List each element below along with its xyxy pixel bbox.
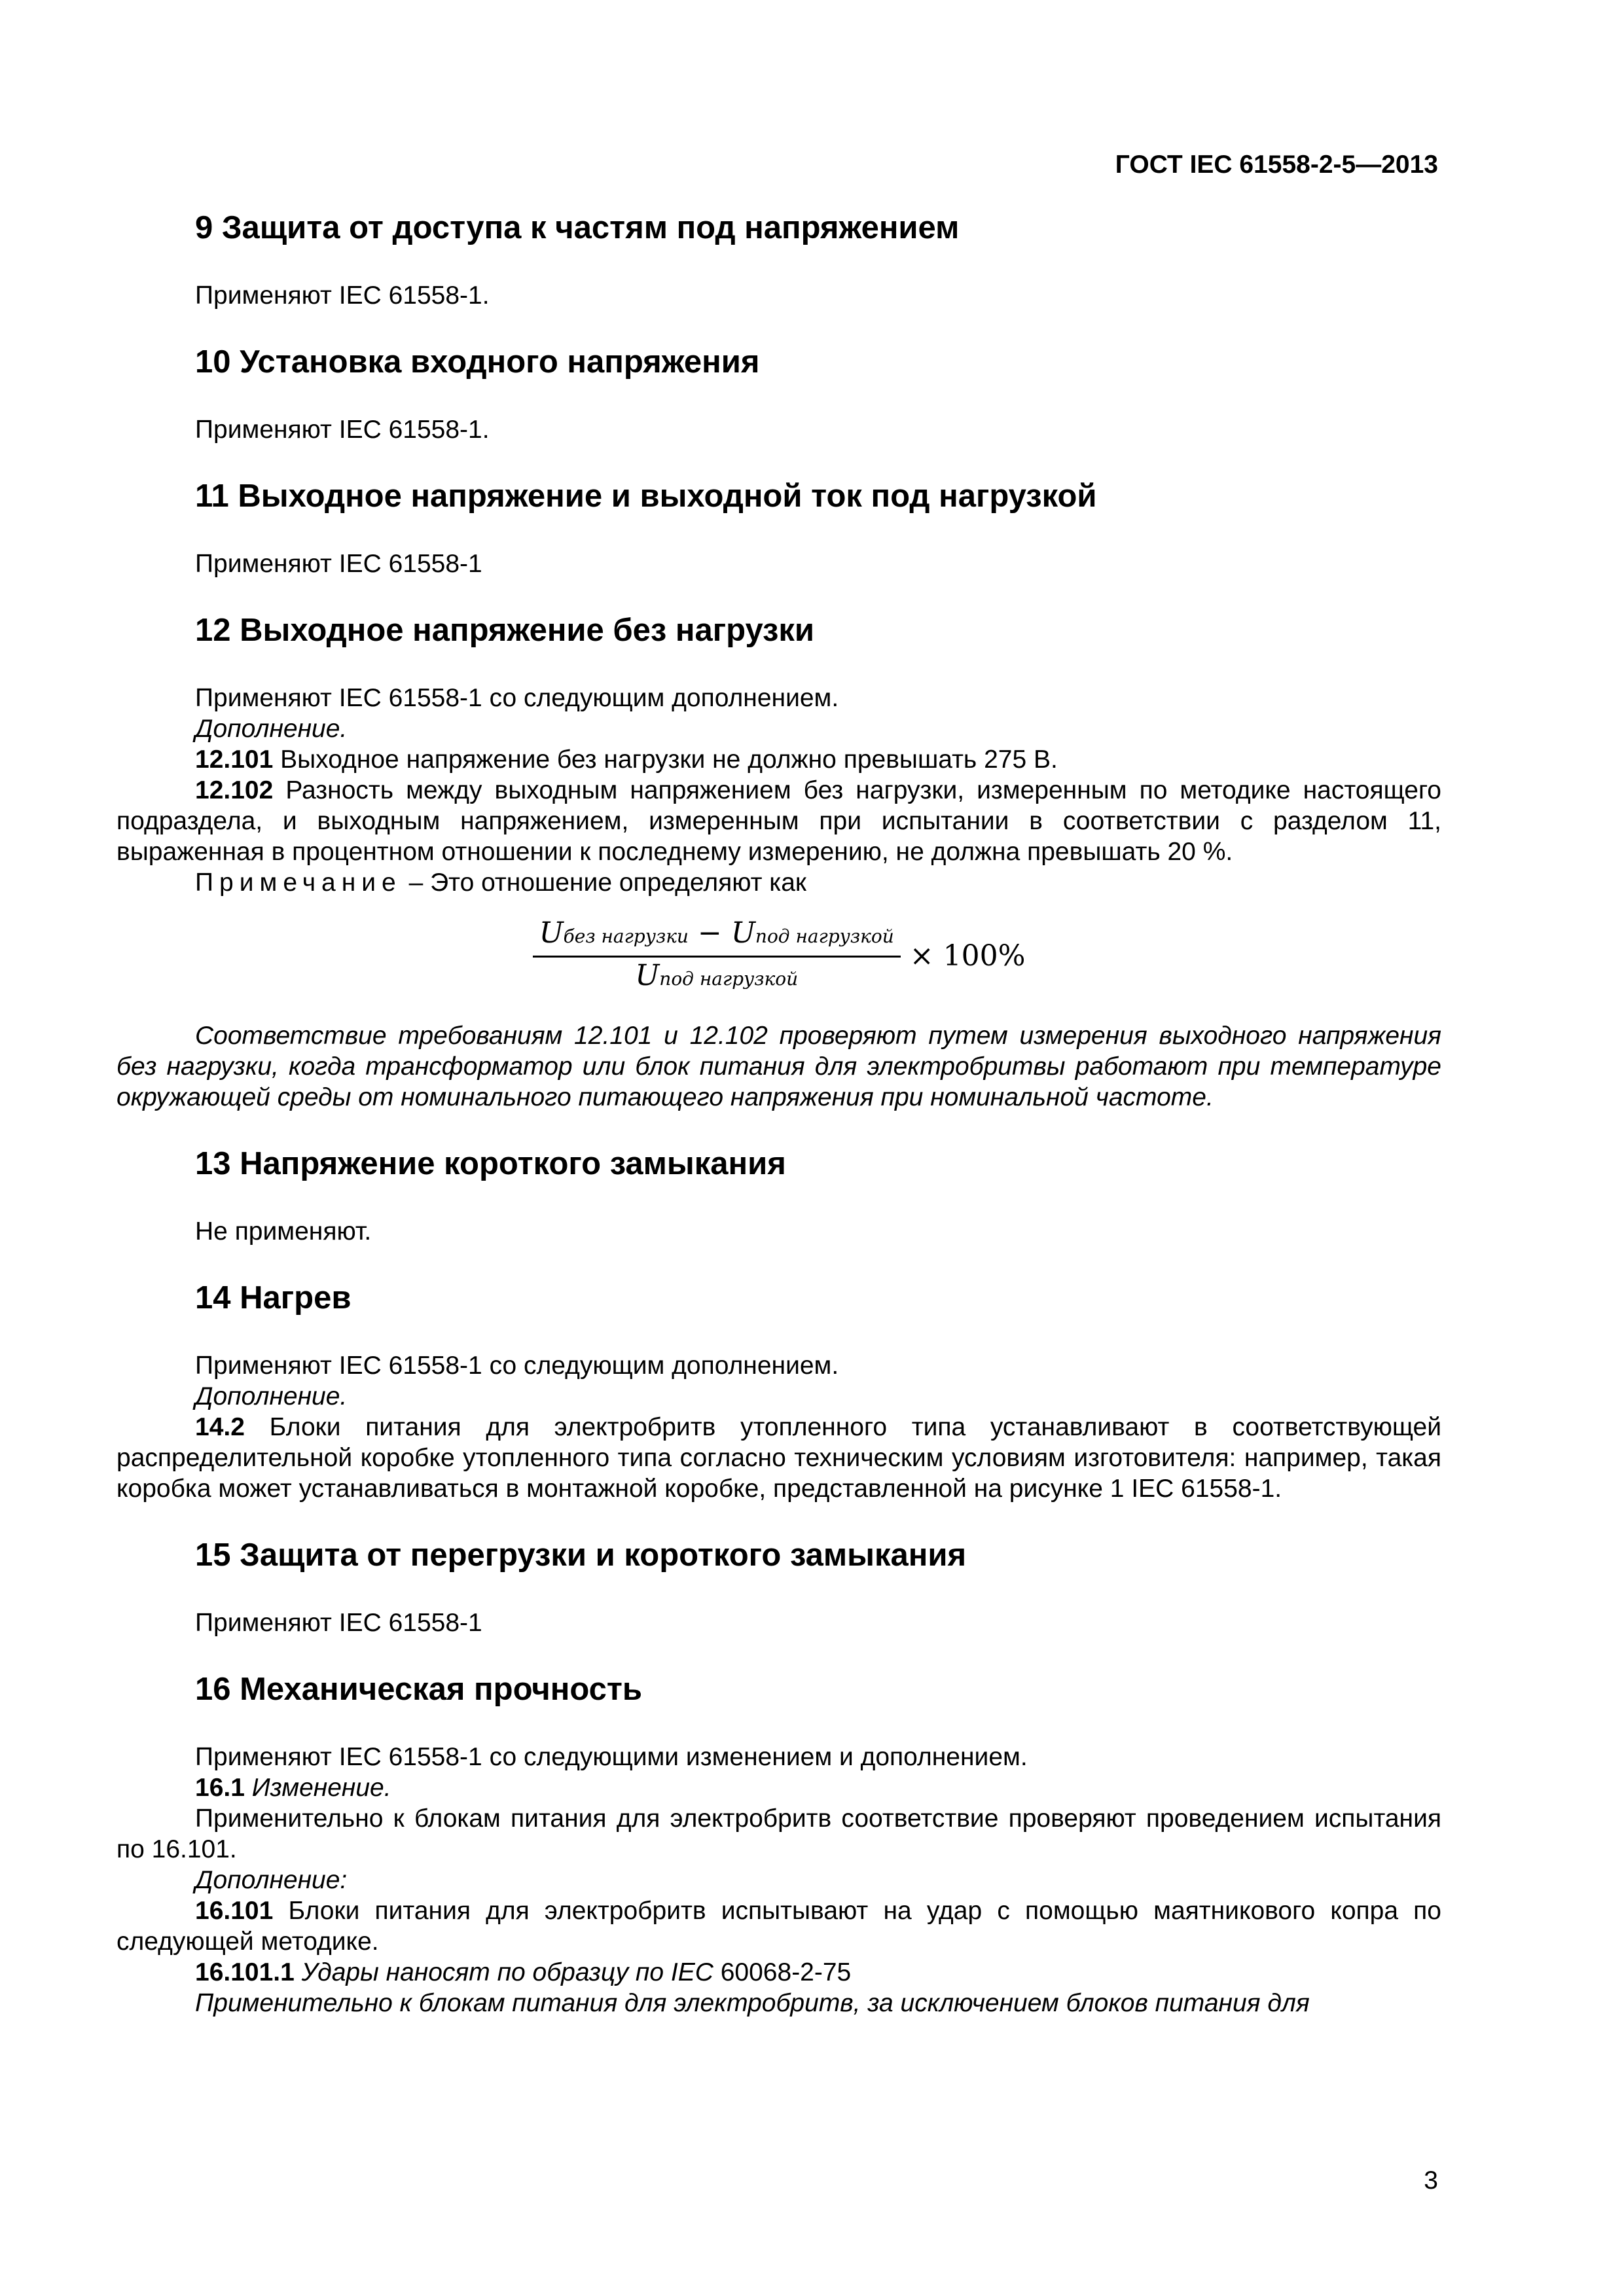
section-14-text: Применяют IEC 61558-1 со следующим дополнением. (195, 1352, 839, 1380)
section-15-title: 15 Защита от перегрузки и короткого замыкания (195, 1537, 967, 1573)
clause-16-101 (117, 1895, 1441, 1957)
section-12-addition: Дополнение. (195, 715, 348, 743)
clause-text: Выходное напряжение без нагрузки не должно превышать 275 В. (273, 745, 1058, 774)
section-16-title: 16 Механическая прочность (195, 1672, 642, 1707)
page-content (117, 208, 1441, 2018)
section-14-title: 14 Нагрев (195, 1280, 352, 1316)
clause-16-1 (117, 1772, 1441, 1803)
section-12-title: 12 Выходное напряжение без нагрузки (195, 613, 815, 648)
note (117, 867, 1441, 898)
formula-denominator: Uпод нагрузкой (635, 959, 799, 992)
page-number: 3 (1424, 2166, 1438, 2195)
clause-text-italic: Удары наносят по образцу по IEC (294, 1958, 713, 1986)
section-13-text: Не применяют. (195, 1217, 372, 1246)
section-16-change-text: Применительно к блокам питания для электробритв соответствие проверяют проведением испытания по 16.101. (117, 1804, 1441, 1863)
clause-number: 14.2 (195, 1413, 245, 1441)
clause-text: 60068-2-75 (713, 1958, 852, 1986)
section-15-text: Применяют IEC 61558-1 (195, 1609, 482, 1637)
clause-number: 16.101.1 (195, 1958, 295, 1986)
ratio-formula (117, 918, 1441, 994)
clause-text: Блоки питания для электробритв утопленного типа устанавливают в соответствующей распределительной коробке утопленного типа согласно техническим условиям изготовителя: например, такая коробка может устанавливаться в монтажной коробке, представленной на рисунке 1 IEC 61558-1. (117, 1413, 1441, 1503)
section-16-last-line: Применительно к блокам питания для электробритв, за исключением блоков питания для (195, 1989, 1310, 2017)
compliance-text: Соответствие требованиям 12.101 и 12.102 проверяют путем измерения выходного напряжения без нагрузки, когда трансформатор или блок питания для электробритвы работают при температуре окружающей среды от номинального питающего напряжения при номинальной частоте. (117, 1022, 1441, 1111)
clause-12-102 (117, 775, 1441, 867)
note-text: – Это отношение определяют как (401, 869, 806, 897)
formula-numerator: Uбез нагрузки − Uпод нагрузкой (533, 918, 901, 958)
section-11-title: 11 Выходное напряжение и выходной ток под нагрузкой (195, 478, 1097, 514)
clause-number: 12.102 (195, 776, 274, 804)
clause-number: 12.101 (195, 745, 274, 774)
formula-multiplier: × 100% (909, 939, 1026, 973)
section-10-title: 10 Установка входного напряжения (195, 344, 760, 380)
section-16-addition: Дополнение: (195, 1866, 348, 1894)
clause-number: 16.101 (195, 1897, 274, 1925)
clause-text: Блоки питания для электробритв испытывают на удар с помощью маятникового копра по следующей методике. (117, 1897, 1441, 1956)
section-10-text: Применяют IEC 61558-1. (195, 416, 490, 444)
section-9-title: 9 Защита от доступа к частям под напряжением (195, 210, 960, 245)
section-12-text: Применяют IEC 61558-1 со следующим дополнением. (195, 684, 839, 712)
section-13-title: 13 Напряжение короткого замыкания (195, 1146, 786, 1181)
section-14-addition: Дополнение. (195, 1382, 348, 1410)
clause-16-101-1 (117, 1957, 1441, 1988)
section-11-text: Применяют IEC 61558-1 (195, 550, 482, 578)
section-16-text: Применяют IEC 61558-1 со следующими изменением и дополнением. (195, 1743, 1028, 1771)
clause-14-2 (117, 1412, 1441, 1504)
document-code: ГОСТ IEC 61558-2-5—2013 (1115, 151, 1438, 179)
clause-number: 16.1 (195, 1774, 245, 1802)
section-9-text: Применяют IEC 61558-1. (195, 281, 490, 310)
clause-12-101 (117, 744, 1441, 775)
clause-text: Изменение. (244, 1774, 391, 1802)
clause-text: Разность между выходным напряжением без нагрузки, измеренным по методике настоящего подраздела, и выходным напряжением, измеренным при испытании в соответствии с разделом 11, выраженная в процентном отношении к последнему измерению, не должна превышать 20 %. (117, 776, 1441, 866)
formula-fraction (533, 918, 901, 994)
note-label: Примечание (195, 869, 402, 897)
